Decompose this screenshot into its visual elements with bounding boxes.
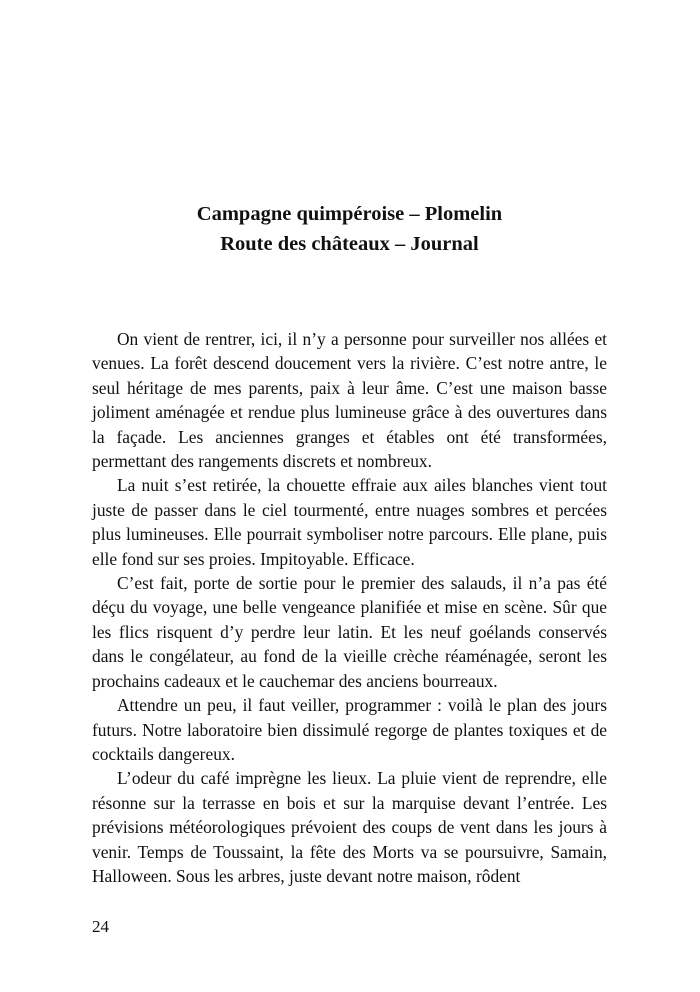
chapter-heading: [92, 199, 607, 259]
body-text: [92, 327, 607, 888]
paragraph-4: Attendre un peu, il faut veiller, programmer : voilà le plan des jours futurs. Notre laboratoire bien dissimulé regorge de plantes toxiques et de cocktails dangereux.: [92, 695, 607, 764]
heading-line-1: Campagne quimpéroise – Plomelin: [196, 203, 503, 225]
page-number: 24: [92, 917, 109, 936]
paragraph-3: C’est fait, porte de sortie pour le premier des salauds, il n’a pas été déçu du voyage, une belle vengeance planifiée et mise en scène. Sûr que les flics risquent d’y perdre leur latin. Et les neuf goélands conservés dans le congélateur, au fond de la vieille crèche réaménagée, seront les prochains cadeaux et le cauchemar des anciens bourreaux.: [92, 573, 607, 691]
paragraph-2: La nuit s’est retirée, la chouette effraie aux ailes blanches vient tout juste de passer dans le ciel tourmenté, entre nuages sombres et percées plus lumineuses. Elle pourrait symboliser notre parcours. Elle plane, puis elle fond sur ses proies. Impitoyable. Efficace.: [92, 475, 607, 569]
paragraph-1: On vient de rentrer, ici, il n’y a personne pour surveiller nos allées et venues. La forêt descend doucement vers la rivière. C’est notre antre, le seul héritage de mes parents, paix à leur âme. C’est une maison basse joliment aménagée et rendue plus lumineuse grâce à des ouvertures dans la façade. Les anciennes granges et étables ont été transformées, permettant des rangements discrets et nombreux.: [92, 329, 607, 472]
paragraph-5: L’odeur du café imprègne les lieux. La pluie vient de reprendre, elle résonne sur la terrasse en bois et sur la marquise devant l’entrée. Les prévisions météorologiques prévoient des coups de vent dans les jours à venir. Temps de Toussaint, la fête des Morts va se poursuivre, Samain, Halloween. Sous les arbres, juste devant notre maison, rôdent: [92, 768, 607, 886]
heading-line-2: Route des châteaux – Journal: [220, 233, 479, 255]
